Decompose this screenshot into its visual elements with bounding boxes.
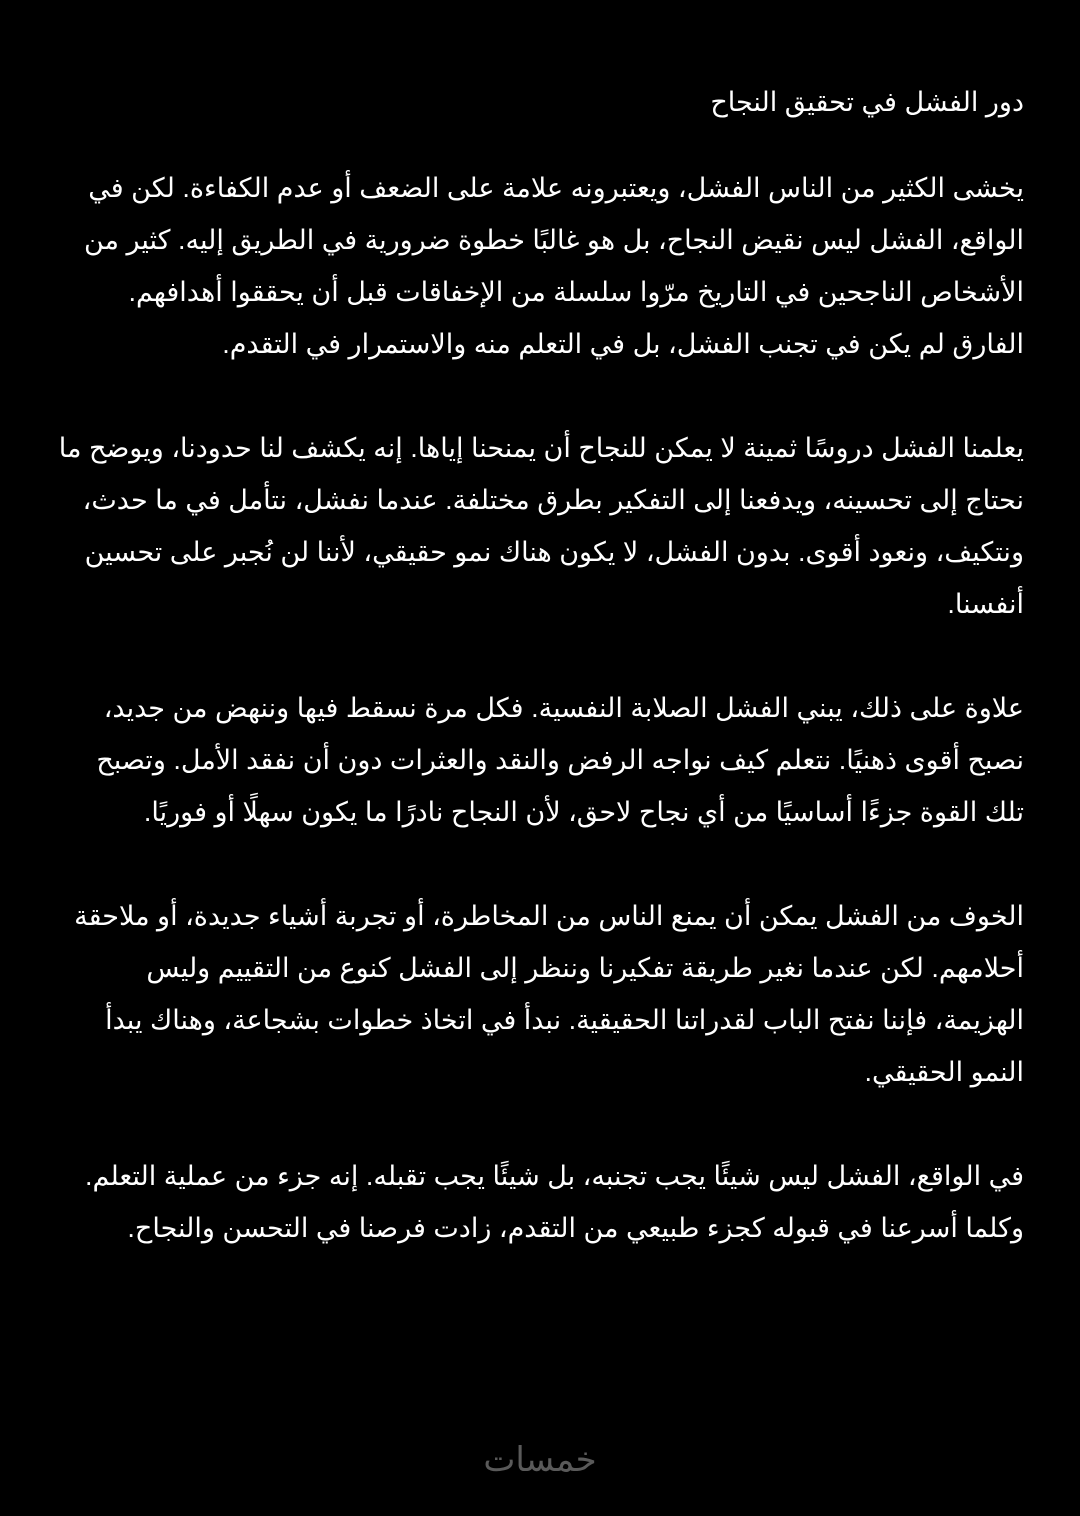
paragraph-2: يعلمنا الفشل دروسًا ثمينة لا يمكن للنجاح أن يمنحنا إياها. إنه يكشف لنا حدودنا، ويوضح ما نحتاج إلى تحسينه، ويدفعنا إلى التفكير بطرق مختلفة. عندما نفشل، نتأمل في ما حدث، ونتكيف، ونعود أقوى. بدون الفشل، لا يكون هناك نمو حقيقي، لأننا لن نُجبر على تحسين أنفسنا. [58,433,1024,619]
paragraph-1: يخشى الكثير من الناس الفشل، ويعتبرونه علامة على الضعف أو عدم الكفاءة. لكن في الواقع، الفشل ليس نقيض النجاح، بل هو غالبًا خطوة ضرورية في الطريق إليه. كثير من الأشخاص الناجحين في التاريخ مرّوا سلسلة من الإخفاقات قبل أن يحققوا أهدافهم. الفارق لم يكن في تجنب الفشل، بل في التعلم منه والاستمرار في التقدم. [83,173,1024,359]
paragraph-4: الخوف من الفشل يمكن أن يمنع الناس من المخاطرة، أو تجربة أشياء جديدة، أو ملاحقة أحلامهم. لكن عندما نغير طريقة تفكيرنا وننظر إلى الفشل كنوع من التقييم وليس الهزيمة، فإننا نفتح الباب لقدراتنا الحقيقية. نبدأ في اتخاذ خطوات بشجاعة، وهناك يبدأ النمو الحقيقي. [74,901,1024,1087]
watermark-logo: خمسات [483,1440,597,1480]
paragraph-5: في الواقع، الفشل ليس شيئًا يجب تجنبه، بل شيئًا يجب تقبله. إنه جزء من عملية التعلم. وكلما أسرعنا في قبوله كجزء طبيعي من التقدم، زادت فرصنا في التحسن والنجاح. [84,1161,1024,1243]
article-body [58,76,1024,1306]
article-title: دور الفشل في تحقيق النجاح [710,87,1024,117]
paragraph-3: علاوة على ذلك، يبني الفشل الصلابة النفسية. فكل مرة نسقط فيها وننهض من جديد، نصبح أقوى ذهنيًا. نتعلم كيف نواجه الرفض والنقد والعثرات دون أن نفقد الأمل. وتصبح تلك القوة جزءًا أساسيًا من أي نجاح لاحق، لأن النجاح نادرًا ما يكون سهلًا أو فوريًا. [96,693,1024,827]
